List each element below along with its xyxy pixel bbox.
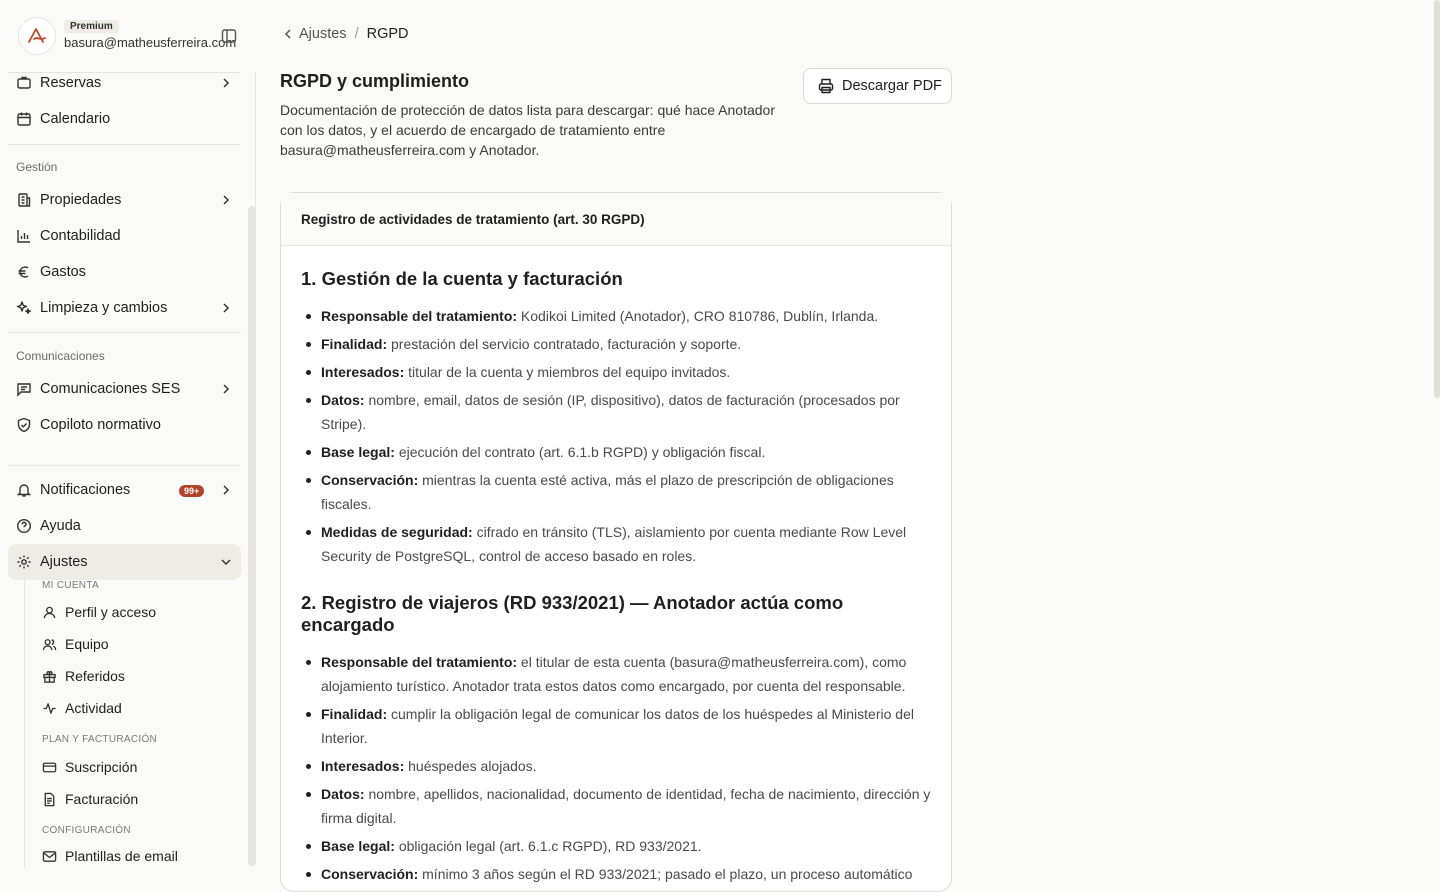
- submenu-item-plantillas[interactable]: [36, 841, 241, 871]
- download-pdf-label: Descargar PDF: [842, 78, 942, 94]
- item-label: Interesados:: [321, 364, 405, 380]
- list-item: [301, 650, 931, 698]
- item-text: mínimo 3 años según el RD 933/2021; pasado el plazo, un proceso automático: [418, 866, 913, 882]
- submenu-group-label: MI CUENTA: [42, 580, 99, 591]
- item-text: el titular de esta cuenta (basura@matheusferreira.com), como alojamiento turístico. Anotador trata estos datos como encargado, por cuenta del responsable.: [321, 654, 907, 694]
- list-item: [301, 360, 931, 384]
- item-text: mientras la cuenta esté activa, más el plazo de prescripción de obligaciones fiscales.: [321, 472, 894, 512]
- chevron-right-icon: [219, 193, 233, 207]
- sidebar-item-comunicaciones-ses[interactable]: [8, 371, 241, 407]
- list-item: [301, 862, 931, 886]
- item-label: Responsable del tratamiento:: [321, 308, 518, 324]
- item-text: nombre, email, datos de sesión (IP, dispositivo), datos de facturación (procesados por Stripe).: [321, 392, 900, 432]
- submenu-item-referidos[interactable]: [36, 661, 241, 691]
- divider: [8, 465, 241, 466]
- list-item: [301, 440, 931, 464]
- chevron-right-icon: [219, 76, 233, 90]
- sidebar-scrollbar[interactable]: [248, 206, 256, 866]
- item-label: Finalidad:: [321, 336, 388, 352]
- bar-chart-icon: [16, 228, 32, 244]
- file-text-icon: [41, 791, 57, 807]
- item-label: Interesados:: [321, 758, 405, 774]
- item-text: cifrado en tránsito (TLS), aislamiento por cuenta mediante Row Level Security de PostgreSQL, control de acceso basado en roles.: [321, 524, 907, 564]
- card-header: Registro de actividades de tratamiento (art. 30 RGPD): [281, 193, 951, 246]
- submenu-group-label: PLAN Y FACTURACIÓN: [42, 734, 158, 745]
- euro-icon: [16, 264, 32, 280]
- item-label: Datos:: [321, 392, 365, 408]
- card-body: [281, 246, 951, 886]
- chevron-right-icon: [219, 483, 233, 497]
- item-label: Medidas de seguridad:: [321, 524, 473, 540]
- activity-icon: [41, 700, 57, 716]
- bell-icon: [16, 482, 32, 498]
- sidebar-item-label: Notificaciones: [40, 482, 131, 498]
- submenu-item-label: Referidos: [65, 668, 125, 684]
- item-text: obligación legal (art. 6.1.c RGPD), RD 933/2021.: [394, 838, 702, 854]
- sidebar-item-label: Calendario: [40, 111, 111, 127]
- item-text: Kodikoi Limited (Anotador), CRO 810786, Dublín, Irlanda.: [517, 308, 879, 324]
- sidebar-item-label: Contabilidad: [40, 228, 121, 244]
- sidebar-item-ayuda[interactable]: [8, 508, 241, 544]
- item-text: cumplir la obligación legal de comunicar los datos de los huéspedes al Ministerio del Interior.: [321, 706, 914, 746]
- submenu-item-label: Suscripción: [65, 759, 138, 775]
- calendar-icon: [16, 111, 32, 127]
- gear-icon: [16, 554, 32, 570]
- divider: [8, 72, 241, 73]
- sidebar-item-label: Propiedades: [40, 192, 122, 208]
- section-label-comunicaciones: Comunicaciones: [16, 349, 105, 363]
- list-item: [301, 782, 931, 830]
- user-email[interactable]: basura@matheusferreira.com: [64, 35, 237, 50]
- submenu-item-suscripcion[interactable]: [36, 752, 241, 782]
- help-circle-icon: [16, 518, 32, 534]
- page-title: RGPD y cumplimiento: [280, 71, 470, 91]
- submenu-item-label: Plantillas de email: [65, 848, 178, 864]
- sidebar-item-label: Copiloto normativo: [40, 417, 161, 433]
- list-item: [301, 468, 931, 516]
- submenu-item-perfil[interactable]: [36, 597, 241, 627]
- item-label: Base legal:: [321, 444, 395, 460]
- breadcrumb-back-link[interactable]: [281, 26, 347, 42]
- sidebar-header: [0, 0, 256, 72]
- notification-count-badge: 99+: [179, 485, 204, 497]
- sidebar-item-gastos[interactable]: [8, 254, 241, 290]
- sidebar-item-notificaciones[interactable]: [8, 472, 241, 508]
- sidebar-item-label: Ayuda: [40, 518, 81, 534]
- processing-register-card: [280, 192, 952, 892]
- building-icon: [16, 192, 32, 208]
- download-pdf-button[interactable]: [803, 68, 952, 104]
- section-title: 2. Registro de viajeros (RD 933/2021) — Anotador actúa como encargado: [301, 592, 844, 635]
- user-icon: [41, 604, 57, 620]
- message-icon: [16, 381, 32, 397]
- app-logo[interactable]: [18, 17, 56, 55]
- list-item: [301, 388, 931, 436]
- submenu-item-label: Facturación: [65, 791, 139, 807]
- plan-badge: Premium: [64, 20, 119, 33]
- list-item: [301, 332, 931, 356]
- item-label: Base legal:: [321, 838, 395, 854]
- sidebar-item-ajustes[interactable]: [8, 544, 241, 580]
- item-label: Datos:: [321, 786, 365, 802]
- chevron-right-icon: [219, 301, 233, 315]
- item-label: Conservación:: [321, 866, 419, 882]
- sidebar-toggle-icon[interactable]: [220, 27, 238, 45]
- chevron-right-icon: [219, 382, 233, 396]
- sidebar-item-label: Ajustes: [40, 554, 88, 570]
- item-text: nombre, apellidos, nacionalidad, documento de identidad, fecha de nacimiento, dirección y firma digital.: [321, 786, 931, 826]
- submenu-item-equipo[interactable]: [36, 629, 241, 659]
- users-icon: [41, 636, 57, 652]
- bullet-list: [301, 304, 931, 568]
- list-item: [301, 754, 931, 778]
- credit-card-icon: [41, 759, 57, 775]
- sidebar-item-label: Reservas: [40, 75, 102, 91]
- breadcrumb-parent: Ajustes: [299, 26, 347, 42]
- sidebar-item-label: Limpieza y cambios: [40, 300, 168, 316]
- item-text: huéspedes alojados.: [404, 758, 537, 774]
- submenu-item-label: Perfil y acceso: [65, 604, 157, 620]
- submenu-item-actividad[interactable]: [36, 693, 241, 723]
- sidebar: [0, 0, 256, 864]
- submenu-item-label: Actividad: [65, 700, 122, 716]
- page-description: Documentación de protección de datos lista para descargar: qué hace Anotador con los datos, y el acuerdo de encargado de tratamiento entre basura@matheusferreira.com y Anotador.: [280, 102, 775, 158]
- item-label: Conservación:: [321, 472, 419, 488]
- list-item: [301, 520, 931, 568]
- breadcrumb: [281, 24, 409, 44]
- luggage-icon: [16, 75, 32, 91]
- sidebar-item-propiedades[interactable]: [8, 182, 241, 218]
- sidebar-item-contabilidad[interactable]: [8, 218, 241, 254]
- gift-icon: [41, 668, 57, 684]
- mail-icon: [41, 848, 57, 864]
- item-label: Finalidad:: [321, 706, 388, 722]
- logo-icon: [26, 25, 48, 47]
- chevron-down-icon: [219, 555, 233, 569]
- item-label: Responsable del tratamiento:: [321, 654, 518, 670]
- sidebar-item-limpieza[interactable]: [8, 290, 241, 326]
- item-text: ejecución del contrato (art. 6.1.b RGPD) y obligación fiscal.: [394, 444, 766, 460]
- section-label-gestion: Gestión: [16, 160, 58, 174]
- section-title: 1. Gestión de la cuenta y facturación: [301, 268, 623, 289]
- list-item: [301, 702, 931, 750]
- breadcrumb-current: RGPD: [366, 26, 409, 42]
- submenu-group-label: CONFIGURACIÓN: [42, 825, 131, 836]
- shield-check-icon: [16, 417, 32, 433]
- breadcrumb-separator: /: [354, 26, 359, 42]
- item-text: titular de la cuenta y miembros del equipo invitados.: [404, 364, 731, 380]
- printer-icon: [818, 78, 834, 94]
- bullet-list: [301, 650, 931, 886]
- main-content: [257, 0, 1440, 882]
- submenu-item-facturacion[interactable]: [36, 784, 241, 814]
- submenu-rail: [24, 578, 25, 868]
- sidebar-item-copiloto[interactable]: [8, 407, 241, 443]
- divider: [8, 332, 241, 333]
- page-scrollbar[interactable]: [1434, 0, 1440, 398]
- divider: [8, 144, 241, 145]
- chevron-left-icon: [281, 27, 295, 41]
- list-item: [301, 304, 931, 328]
- list-item: [301, 834, 931, 858]
- sidebar-item-calendario[interactable]: [8, 101, 241, 137]
- sidebar-item-label: Comunicaciones SES: [40, 381, 181, 397]
- submenu-item-label: Equipo: [65, 636, 109, 652]
- sidebar-item-label: Gastos: [40, 264, 86, 280]
- sparkles-icon: [16, 300, 32, 316]
- item-text: prestación del servicio contratado, facturación y soporte.: [387, 336, 742, 352]
